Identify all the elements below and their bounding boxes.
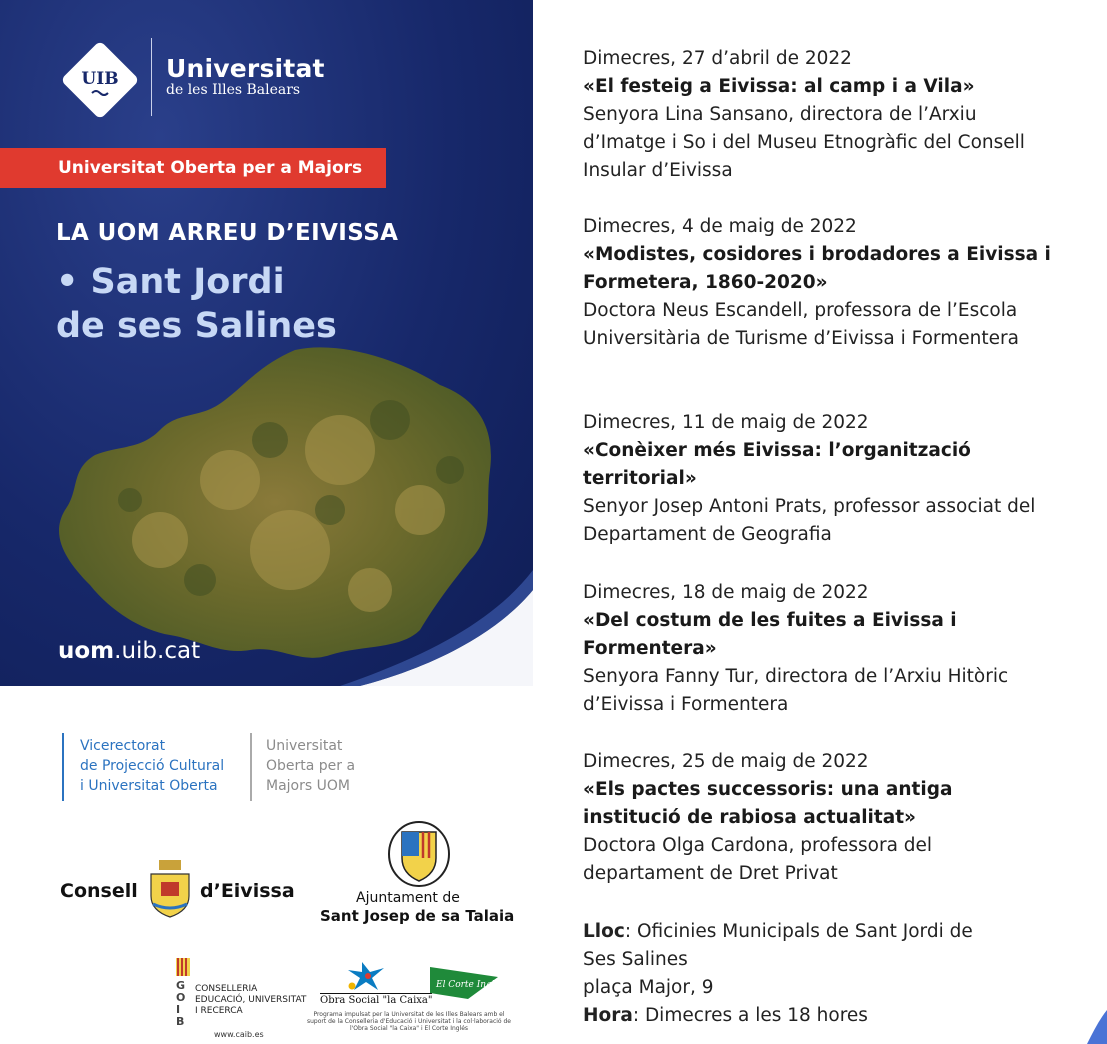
event-title: «Els pactes successoris: una antiga institució de rabiosa actualitat» xyxy=(583,779,953,828)
venue-info xyxy=(583,918,1003,1030)
svg-text:UIB: UIB xyxy=(81,69,119,89)
vicerectorat-text: Vicerectorat de Projecció Cultural i Universitat Oberta xyxy=(80,738,225,794)
time-label: Hora xyxy=(583,1005,633,1026)
venue-line: Lloc: Oficinies Municipals de Sant Jordi de Ses Salines xyxy=(583,921,973,970)
event-4 xyxy=(583,579,1053,719)
corte-ingles-logo xyxy=(428,963,506,1003)
event-speaker: Senyor Josep Antoni Prats, professor associat del Departament de Geografia xyxy=(583,496,1036,545)
time-value: Dimecres a les 18 hores xyxy=(644,1005,868,1026)
event-speaker: Doctora Neus Escandell, professora de l’Escola Universitària de Turisme d’Eivissa i Formentera xyxy=(583,300,1019,349)
ajuntament-label: Ajuntament de xyxy=(356,890,460,906)
uom-divider xyxy=(250,733,252,801)
location-line-1: • Sant Jordi xyxy=(56,262,285,302)
event-3 xyxy=(583,409,1053,549)
consell-eivissa-label: d’Eivissa xyxy=(200,880,295,902)
event-title: «Modistes, cosidores i brodadores a Eivissa i Formetera, 1860-2020» xyxy=(583,244,1051,293)
corner-decoration xyxy=(1067,1010,1107,1044)
event-date: Dimecres, 4 de maig de 2022 xyxy=(583,216,857,237)
time-line: Hora: Dimecres a les 18 hores xyxy=(583,1005,868,1026)
event-2 xyxy=(583,213,1053,353)
svg-text:El Corte Inglés: El Corte Inglés xyxy=(436,980,505,990)
ajuntament-name: Sant Josep de sa Talaia xyxy=(320,907,515,925)
event-date: Dimecres, 25 de maig de 2022 xyxy=(583,751,869,772)
venue-label: Lloc xyxy=(583,921,625,942)
event-title: «El festeig a Eivissa: al camp i a Vila» xyxy=(583,76,975,97)
program-note: Programa impulsat per la Universitat de les Illes Balears amb el suport de la Conselleria d'Educació i Universitat i la col·laboració de l'Obra Social "la Caixa" i El Corte Inglés xyxy=(306,1011,511,1032)
series-title: LA UOM ARREU D’EIVISSA xyxy=(56,220,399,246)
consell-label: Consell xyxy=(60,880,138,902)
event-speaker: Doctora Olga Cardona, professora del departament de Dret Privat xyxy=(583,835,933,884)
event-title: «Del costum de les fuites a Eivissa i Formentera» xyxy=(583,610,957,659)
conselleria-text: CONSELLERIA EDUCACIÓ, UNIVERSITAT I RECERCA xyxy=(195,984,307,1016)
venue-value: Oficinies Municipals de Sant Jordi de Ses Salines xyxy=(583,921,973,970)
obra-social-caixa: Obra Social "la Caixa" xyxy=(320,995,433,1006)
event-date: Dimecres, 11 de maig de 2022 xyxy=(583,412,869,433)
event-date: Dimecres, 18 de maig de 2022 xyxy=(583,582,869,603)
url-rest: .uib.cat xyxy=(114,638,201,664)
caixa-star-icon xyxy=(344,958,388,992)
url-bold: uom xyxy=(58,638,115,664)
logo-divider xyxy=(151,38,152,116)
caib-url: www.caib.es xyxy=(214,1030,264,1039)
event-speaker: Senyora Lina Sansano, directora de l’Arxiu d’Imatge i So i del Museu Etnogràfic del Consell Insular d’Eivissa xyxy=(583,104,1025,181)
vicerectorat-divider xyxy=(62,733,64,801)
venue-address: plaça Major, 9 xyxy=(583,977,714,998)
ibiza-island-image xyxy=(40,330,510,670)
university-subtitle: de les Illes Balears xyxy=(166,82,301,98)
goib-letters: G O I B xyxy=(176,979,186,1028)
event-1 xyxy=(583,45,1053,185)
uom-text: Universitat Oberta per a Majors UOM xyxy=(266,738,356,794)
university-name: Universitat xyxy=(166,54,325,83)
poster xyxy=(0,0,533,686)
website-url[interactable] xyxy=(58,638,200,664)
uib-logo-icon xyxy=(58,38,142,122)
location-line-2: de ses Salines xyxy=(56,306,337,346)
consell-shield-icon xyxy=(145,860,195,918)
goib-flag-icon xyxy=(176,958,190,976)
event-speaker: Senyora Fanny Tur, directora de l’Arxiu Hitòric d’Eivissa i Formentera xyxy=(583,666,1009,715)
event-date: Dimecres, 27 d’abril de 2022 xyxy=(583,48,852,69)
ajuntament-shield-icon xyxy=(384,818,454,888)
event-title: «Conèixer més Eivissa: l’organització territorial» xyxy=(583,440,971,489)
event-5 xyxy=(583,748,1053,888)
uom-band: Universitat Oberta per a Majors xyxy=(0,148,386,188)
